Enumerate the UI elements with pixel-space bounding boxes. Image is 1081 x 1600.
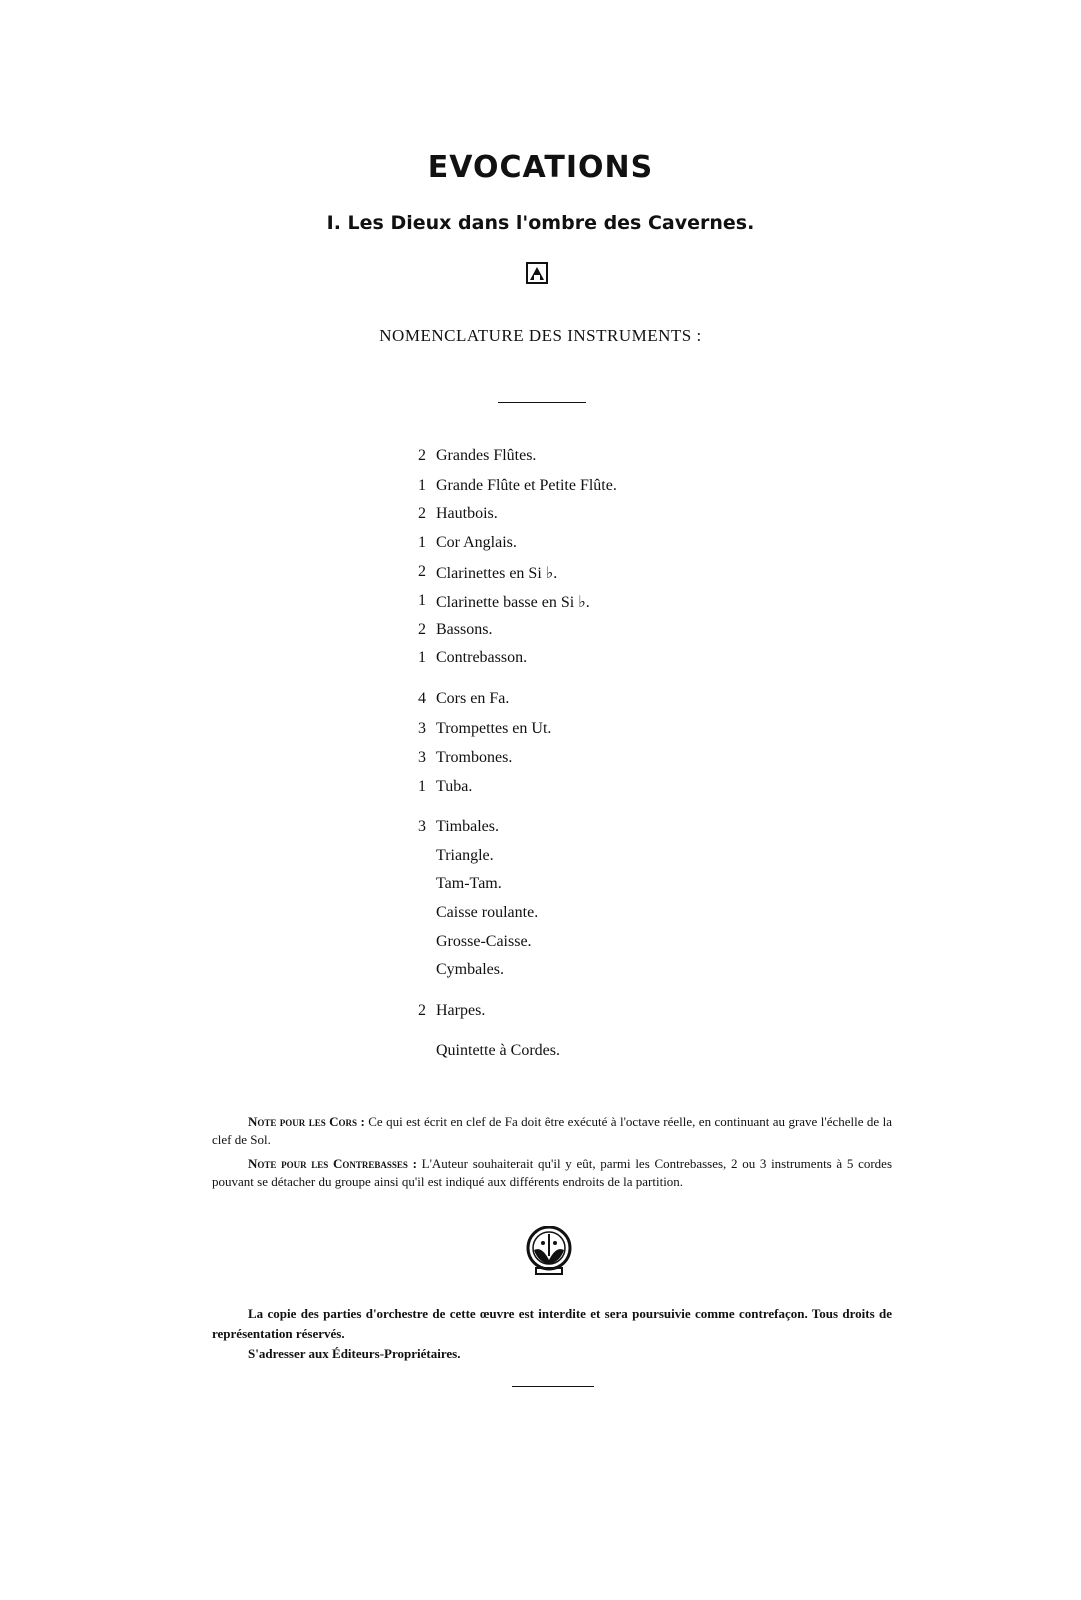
- instrument-count: 1: [418, 592, 426, 609]
- instrument-name: Bassons.: [436, 621, 493, 638]
- instrument-name: Cymbales.: [436, 961, 504, 978]
- divider: [498, 402, 586, 403]
- instrument-count: 1: [418, 778, 426, 795]
- instrument-count: 2: [418, 505, 426, 522]
- instrument-name: Tam-Tam.: [436, 875, 502, 892]
- instrument-count: 3: [418, 818, 426, 835]
- instrument-count: 1: [418, 649, 426, 666]
- instrument-name: Triangle.: [436, 847, 494, 864]
- instrument-count: 2: [418, 563, 426, 580]
- instrument-name: Quintette à Cordes.: [436, 1042, 560, 1059]
- instrument-name: Grandes Flûtes.: [436, 447, 537, 464]
- instrument-name: Caisse roulante.: [436, 904, 539, 921]
- instrument-count: 1: [418, 477, 426, 494]
- page-title: EVOCATIONS: [427, 150, 654, 185]
- instrument-name: Harpes.: [436, 1002, 486, 1019]
- instrument-name: Trompettes en Ut.: [436, 720, 552, 737]
- instrument-count: 3: [418, 749, 426, 766]
- instrument-count: 2: [418, 1002, 426, 1019]
- instrument-name: Cor Anglais.: [436, 534, 517, 551]
- instrument-name: Grande Flûte et Petite Flûte.: [436, 477, 617, 494]
- instrument-name: Clarinette basse en Si ♭.: [436, 594, 590, 611]
- note-text: L'Auteur souhaiterait qu'il y eût, parmi les Contrebasses, 2 ou 3 instruments à 5 cordes pouvant se détacher du groupe ainsi qu'il est indiqué aux différents endroits de la partition.: [212, 1156, 893, 1189]
- instrument-count: 2: [418, 621, 426, 638]
- instrument-name: Cors en Fa.: [436, 690, 510, 707]
- note-cors: [212, 1113, 892, 1149]
- instrument-name: Trombones.: [436, 749, 513, 766]
- instrument-count: 2: [418, 447, 426, 464]
- copyright-text: La copie des parties d'orchestre de cette œuvre est interdite et sera poursuivie comme contrefaçon. Tous droits de représentation réservés.: [212, 1306, 892, 1341]
- note-contrebasses: [212, 1155, 892, 1191]
- publisher-small-emblem-icon: [526, 262, 548, 284]
- instrument-count: 4: [418, 690, 426, 707]
- publisher-emblem-icon: [524, 1226, 574, 1278]
- divider: [512, 1386, 594, 1387]
- note-text: Ce qui est écrit en clef de Fa doit être exécuté à l'octave réelle, en continuant au grave l'échelle de la clef de Sol.: [212, 1114, 892, 1147]
- instrument-name: Contrebasson.: [436, 649, 528, 666]
- copyright-notice: [212, 1304, 892, 1364]
- note-label: Note pour les Cors :: [248, 1114, 365, 1129]
- instrument-name: Hautbois.: [436, 505, 498, 522]
- subtitle: I. Les Dieux dans l'ombre des Cavernes.: [326, 212, 755, 234]
- instruments-heading: NOMENCLATURE DES INSTRUMENTS :: [379, 326, 702, 345]
- copyright-contact: S'adresser aux Éditeurs-Propriétaires.: [248, 1346, 461, 1361]
- instrument-count: 3: [418, 720, 426, 737]
- instrument-name: Timbales.: [436, 818, 499, 835]
- instrument-count: 1: [418, 534, 426, 551]
- note-label: Note pour les Contrebasses :: [248, 1156, 417, 1171]
- instrument-name: Clarinettes en Si ♭.: [436, 565, 558, 582]
- instrument-name: Grosse-Caisse.: [436, 933, 532, 950]
- instrument-name: Tuba.: [436, 778, 473, 795]
